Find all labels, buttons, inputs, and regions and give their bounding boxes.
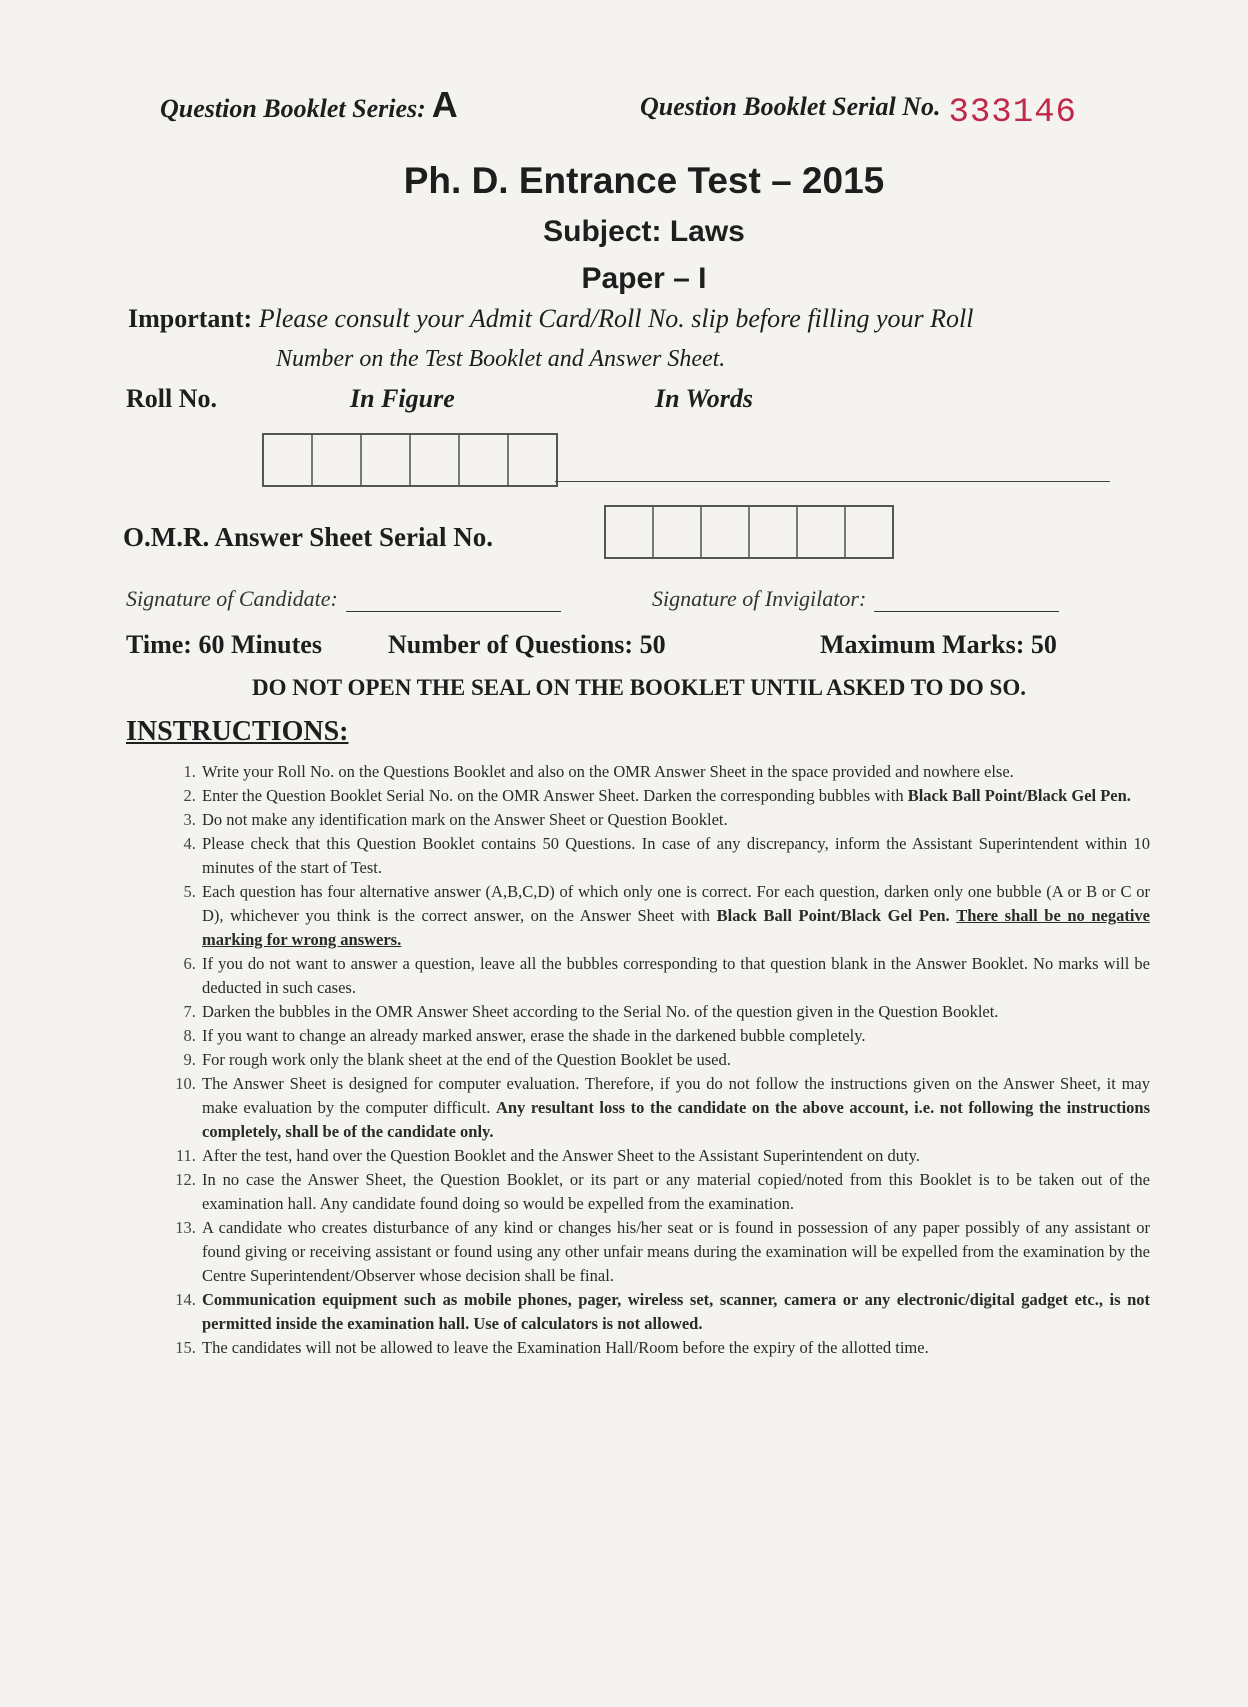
booklet-series-value: A <box>431 84 458 125</box>
instruction-item <box>200 760 1150 784</box>
instruction-item <box>200 1288 1150 1336</box>
candidate-signature-label: Signature of Candidate: <box>126 586 338 611</box>
instruction-text: After the test, hand over the Question Booklet and the Answer Sheet to the Assistant Superintendent on duty. <box>202 1146 920 1165</box>
questions-info: Number of Questions: 50 <box>388 630 666 659</box>
instruction-item <box>200 1048 1150 1072</box>
instruction-text: For rough work only the blank sheet at the end of the Question Booklet be used. <box>202 1050 731 1069</box>
omr-digit-box[interactable] <box>798 507 846 557</box>
booklet-serial <box>640 88 1077 132</box>
roll-digit-box[interactable] <box>264 435 313 485</box>
booklet-serial-number: 333146 <box>948 94 1077 132</box>
omr-digit-box[interactable] <box>702 507 750 557</box>
roll-digit-box[interactable] <box>460 435 509 485</box>
instruction-bold-text: Black Ball Point/Black Gel Pen. <box>907 786 1131 805</box>
instruction-text: Write your Roll No. on the Questions Booklet and also on the OMR Answer Sheet in the space provided and nowhere else. <box>202 762 1014 781</box>
important-note <box>128 304 973 334</box>
omr-serial-boxes[interactable] <box>604 505 894 559</box>
instruction-text: If you do not want to answer a question, leave all the bubbles corresponding to that question blank in the Answer Booklet. No marks will be deducted in such cases. <box>202 954 1150 997</box>
exam-title: Ph. D. Entrance Test – 2015 <box>403 160 885 201</box>
paper-title: Paper – I <box>581 262 707 295</box>
roll-number-boxes[interactable] <box>262 433 558 487</box>
instruction-text: Please check that this Question Booklet contains 50 Questions. In case of any discrepancy, inform the Assistant Superintendent within 10 minutes of the start of Test. <box>202 834 1150 877</box>
important-label: Important: <box>128 304 253 333</box>
roll-digit-box[interactable] <box>411 435 460 485</box>
roll-digit-box[interactable] <box>362 435 411 485</box>
roll-digit-box[interactable] <box>313 435 362 485</box>
booklet-serial-label: Question Booklet Serial No. <box>640 92 941 121</box>
instruction-item <box>200 952 1150 1000</box>
instruction-item <box>200 1072 1150 1144</box>
instruction-text: The candidates will not be allowed to leave the Examination Hall/Room before the expiry of the allotted time. <box>202 1338 929 1357</box>
booklet-series-label: Question Booklet Series: <box>160 94 426 123</box>
instruction-text: A candidate who creates disturbance of any kind or changes his/her seat or is found in possession of any paper possibly of any assistant or found giving or receiving assistant or found using any other unfair means during the examination will be expelled from the examination by the Centre Superintendent/Observer whose decision shall be final. <box>202 1218 1150 1285</box>
marks-info: Maximum Marks: 50 <box>820 630 1057 659</box>
in-figure-label: In Figure <box>350 384 455 413</box>
in-words-label: In Words <box>655 384 754 413</box>
time-info: Time: 60 Minutes <box>126 630 322 659</box>
omr-digit-box[interactable] <box>606 507 654 557</box>
important-line-1: Please consult your Admit Card/Roll No. slip before filling your Roll <box>258 304 974 333</box>
subject-title: Subject: Laws <box>543 215 745 248</box>
instruction-text: Enter the Question Booklet Serial No. on the OMR Answer Sheet. Darken the corresponding bubbles with <box>202 786 908 805</box>
instructions-list <box>160 760 1150 1360</box>
instructions-heading: INSTRUCTIONS: <box>126 716 349 747</box>
candidate-signature-line[interactable] <box>346 591 561 612</box>
instruction-bold-text: Any resultant loss to the candidate on the above account, i.e. not following the instructions completely, shall be of the candidate only. <box>202 1098 1151 1141</box>
instruction-item <box>200 808 1150 832</box>
instruction-bold-text: Black Ball Point/Black Gel Pen. <box>716 906 950 925</box>
instruction-item <box>200 880 1150 952</box>
instruction-text: Do not make any identification mark on the Answer Sheet or Question Booklet. <box>202 810 728 829</box>
invigilator-signature-label: Signature of Invigilator: <box>652 586 867 611</box>
roll-digit-box[interactable] <box>509 435 556 485</box>
important-line-2: Number on the Test Booklet and Answer Sheet. <box>276 346 726 372</box>
instruction-underlined-text: There shall be no negative marking for wrong answers. <box>202 906 1151 949</box>
instruction-item <box>200 784 1150 808</box>
instruction-text: In no case the Answer Sheet, the Question Booklet, or its part or any material copied/noted from this Booklet is to be taken out of the examination hall. Any candidate found doing so would be expelled from the examination. <box>202 1170 1150 1213</box>
invigilator-signature <box>652 586 1059 612</box>
instruction-item <box>200 1144 1150 1168</box>
seal-warning: DO NOT OPEN THE SEAL ON THE BOOKLET UNTIL ASKED TO DO SO. <box>252 675 1026 700</box>
instruction-bold-text: Communication equipment such as mobile phones, pager, wireless set, scanner, camera or any electronic/digital gadget etc., is not permitted inside the examination hall. Use of calculators is not allowed. <box>202 1290 1150 1333</box>
instruction-item <box>200 832 1150 880</box>
omr-digit-box[interactable] <box>750 507 798 557</box>
roll-in-words-line[interactable] <box>555 481 1110 482</box>
omr-serial-label: O.M.R. Answer Sheet Serial No. <box>123 522 493 552</box>
instruction-item <box>200 1168 1150 1216</box>
invigilator-signature-line[interactable] <box>874 591 1059 612</box>
candidate-signature <box>126 586 561 612</box>
instruction-text: If you want to change an already marked answer, erase the shade in the darkened bubble completely. <box>202 1026 866 1045</box>
booklet-series <box>160 84 458 126</box>
instruction-item <box>200 1336 1150 1360</box>
instruction-item <box>200 1216 1150 1288</box>
instruction-item <box>200 1024 1150 1048</box>
omr-digit-box[interactable] <box>654 507 702 557</box>
instruction-text: Each question has four alternative answer (A,B,C,D) of which only one is correct. For each question, darken only one bubble (A or B or C or D), whichever you think is the correct answer, on the Answer Sheet with <box>202 882 1150 925</box>
instruction-text: Darken the bubbles in the OMR Answer Sheet according to the Serial No. of the question given in the Question Booklet. <box>202 1002 999 1021</box>
instruction-item <box>200 1000 1150 1024</box>
roll-no-label: Roll No. <box>126 384 217 413</box>
omr-digit-box[interactable] <box>846 507 892 557</box>
instruction-text: The Answer Sheet is designed for computer evaluation. Therefore, if you do not follow the instructions given on the Answer Sheet, it may make evaluation by the computer difficult. <box>202 1074 1150 1117</box>
